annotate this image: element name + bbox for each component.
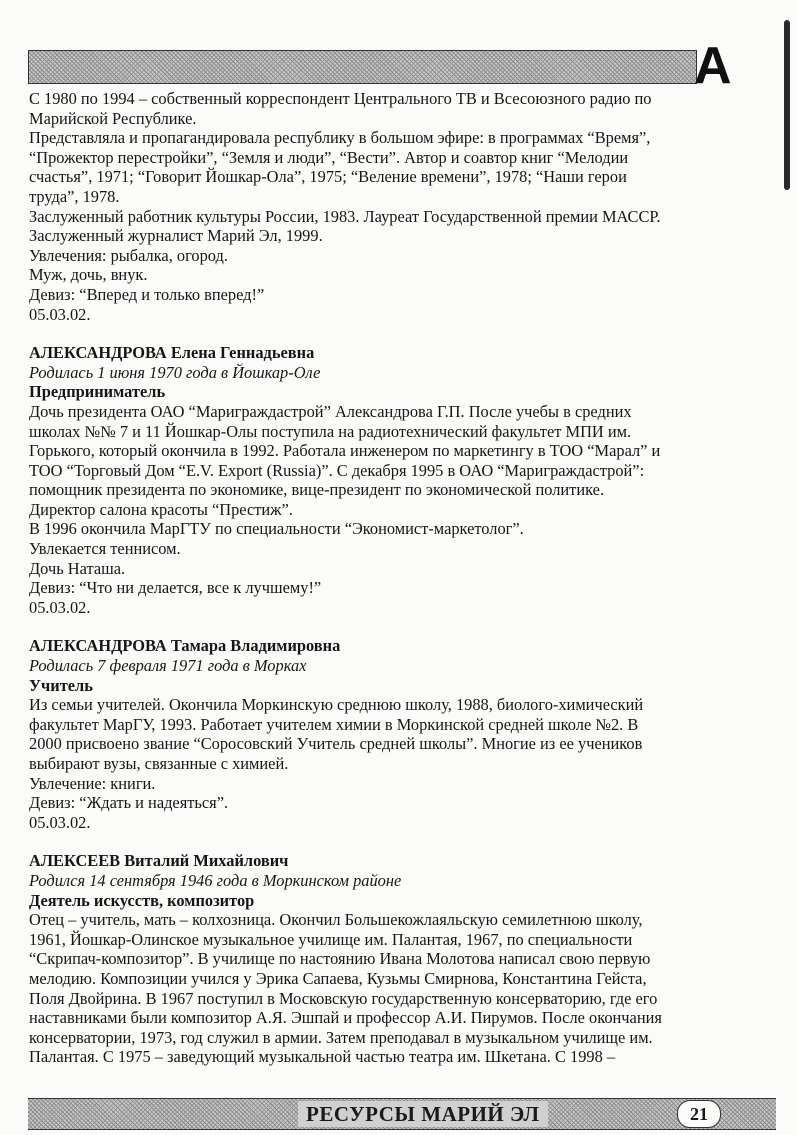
text-line: Девиз: “Что ни делается, все к лучшему!” — [29, 578, 322, 598]
page-edge-mark — [784, 20, 790, 190]
page-number-badge — [677, 1100, 721, 1128]
text-line: 05.03.02. — [29, 597, 91, 617]
entry-given-names: Елена Геннадьевна — [170, 343, 315, 363]
text-line: помощник президента по экономике, вице-президент по экономической политике. — [29, 480, 605, 500]
entry-given-names: Тамара Владимировна — [170, 636, 341, 656]
entry-role: Предприниматель — [29, 382, 166, 402]
text-line: труда”, 1978. — [29, 186, 120, 206]
text-line: консерватории, 1973, год служил в армии. Затем преподавал в музыкальном училище им. — [29, 1027, 653, 1047]
text-line: выбирают вузы, связанные с химией. — [29, 754, 289, 773]
text-line: Представляла и пропагандировала республику в большом эфире: в программах “Время”, — [29, 128, 651, 148]
text-line: Девиз: “Вперед и только вперед!” — [29, 284, 265, 304]
entry-heading — [29, 343, 729, 363]
text-line: мелодию. Композиции учился у Эрика Сапаева, Кузьмы Смирнова, Константина Гейста, — [29, 968, 647, 988]
entry-birth: Родилась 1 июня 1970 года в Йошкар-Оле — [29, 362, 321, 382]
text-line: школах №№ 7 и 11 Йошкар-Олы поступила на радиотехнический факультет МПИ им. — [29, 421, 632, 441]
text-line: Горького, который окончила в 1992. Работала инженером по маркетингу в ТОО “Марал” и — [29, 441, 661, 461]
entry — [29, 343, 729, 617]
page-number: 21 — [677, 1100, 721, 1128]
text-line: 1961, Йошкар-Олинское музыкальное училище им. Палантая, 1967, по специальности — [29, 929, 633, 949]
text-line: Поля Двойрина. В 1967 поступил в Московскую государственную консерваторию, где его — [29, 988, 658, 1008]
intro-block — [29, 89, 729, 324]
text-line: Дочь президента ОАО “Мариграждастрой” Александрова Г.П. После учебы в средних — [29, 401, 632, 421]
text-line: “Скрипач-композитор”. В училище по настоянию Ивана Молотова написал свою первую — [29, 949, 651, 969]
entry-heading — [29, 636, 729, 656]
text-line: ТОО “Торговый Дом “E.V. Export (Russia)”. С декабря 1995 в ОАО “Мариграждастрой”: — [29, 460, 645, 480]
text-line: Девиз: “Ждать и надеяться”. — [29, 793, 229, 813]
text-line: 05.03.02. — [29, 812, 91, 832]
footer-band — [28, 1098, 776, 1130]
text-line: Увлечения: рыбалка, огород. — [29, 245, 228, 265]
text-line: Увлечение: книги. — [29, 773, 156, 793]
text-line: С 1980 по 1994 – собственный корреспондент Центрального ТВ и Всесоюзного радио по — [29, 89, 652, 108]
text-line: Из семьи учителей. Окончила Моркинскую среднюю школу, 1988, биолого-химический — [29, 695, 644, 715]
entry-surname: АЛЕКСЕЕВ — [29, 851, 121, 871]
footer-title: РЕСУРСЫ МАРИЙ ЭЛ — [298, 1101, 548, 1127]
entry-birth: Родилась 7 февраля 1971 года в Морках — [29, 656, 307, 676]
entry-heading — [29, 851, 729, 871]
text-line: счастья”, 1971; “Говорит Йошкар-Ола”, 1975; “Веление времени”, 1978; “Наши герои — [29, 167, 627, 187]
entry — [29, 851, 729, 1067]
text-line: наставниками были композитор А.Я. Эшпай и профессор А.И. Пирумов. После окончания — [29, 1008, 662, 1028]
text-line: Муж, дочь, внук. — [29, 265, 148, 285]
entry-role: Учитель — [29, 675, 93, 695]
section-letter: А — [694, 37, 732, 95]
text-line: Марийской Республике. — [29, 108, 197, 128]
text-line: “Прожектор перестройки”, “Земля и люди”, “Вести”. Автор и соавтор книг “Мелодии — [29, 147, 629, 167]
entry-role: Деятель искусств, композитор — [29, 890, 255, 910]
page-content — [29, 89, 729, 1067]
text-line: факультет МарГУ, 1993. Работает учителем химии в Моркинской средней школе №2. В — [29, 714, 639, 734]
entry — [29, 636, 729, 832]
text-line: Палантая. С 1975 – заведующий музыкальной частью театра им. Шкетана. С 1998 – — [29, 1047, 616, 1067]
entry-surname: АЛЕКСАНДРОВА — [29, 343, 167, 363]
entry-given-names: Виталий Михайлович — [124, 851, 289, 871]
entry-birth: Родился 14 сентября 1946 года в Моркинском районе — [29, 870, 402, 890]
text-line: Заслуженный журналист Марий Эл, 1999. — [29, 226, 323, 246]
text-line: Директор салона красоты “Престиж”. — [29, 499, 293, 519]
text-line: Отец – учитель, мать – колхозница. Окончил Большекожлаяльскую семилетнюю школу, — [29, 910, 643, 930]
text-line: Увлекается теннисом. — [29, 539, 181, 559]
entry-surname: АЛЕКСАНДРОВА — [29, 636, 167, 656]
text-line: Дочь Наташа. — [29, 558, 126, 578]
text-line: 05.03.02. — [29, 304, 91, 324]
text-line: 2000 присвоено звание “Соросовский Учитель средней школы”. Многие из ее учеников — [29, 734, 643, 754]
text-line: В 1996 окончила МарГТУ по специальности “Экономист-маркетолог”. — [29, 519, 524, 539]
header-band — [28, 50, 697, 84]
text-line: Заслуженный работник культуры России, 1983. Лауреат Государственной премии МАССР. — [29, 206, 661, 226]
